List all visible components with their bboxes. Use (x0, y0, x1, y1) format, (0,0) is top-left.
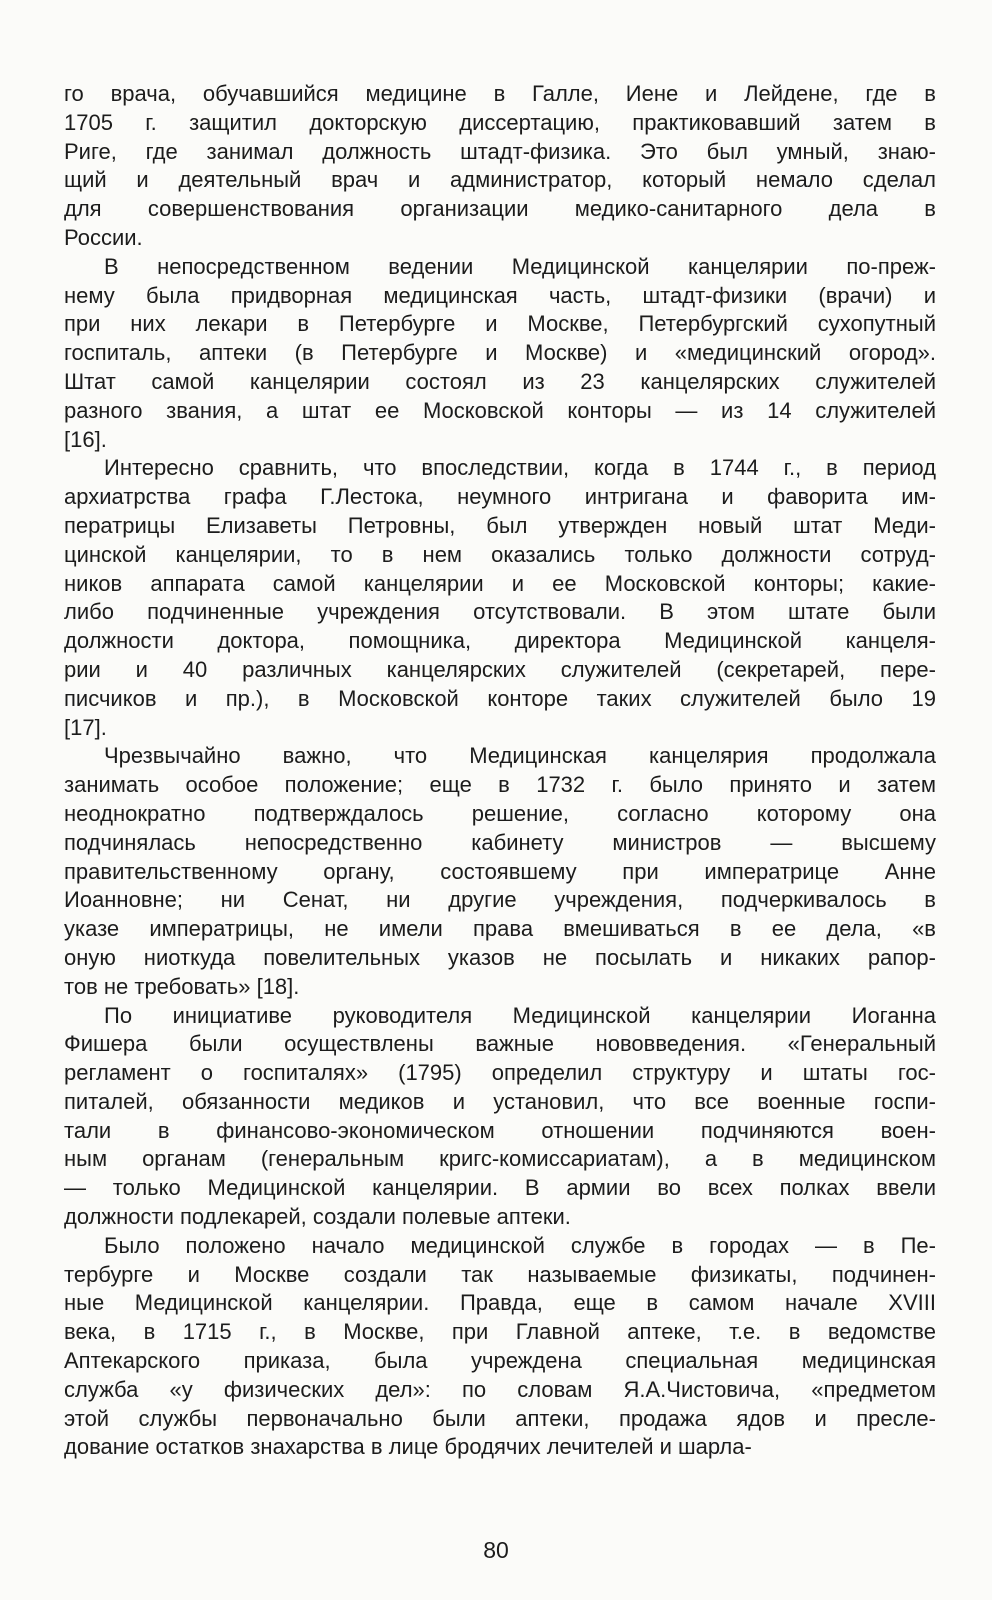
text-line: служба «у физических дел»: по словам Я.А.Чистовича, «предметом (64, 1376, 936, 1402)
text-line: Интересно сравнить, что впоследствии, когда в 1744 г., в период (104, 455, 936, 481)
text-line: тали в финансово-экономическом отношении подчиняются воен- (64, 1117, 936, 1143)
text-line: ным органам (генеральным кригс-комиссариатам), а в медицинском (64, 1146, 936, 1172)
text-line: рии и 40 различных канцелярских служителей (секретарей, пере- (64, 656, 936, 682)
text-line: писчиков и пр.), в Московской конторе таких служителей было 19 (64, 685, 936, 711)
text-line: [17]. (64, 714, 107, 740)
text-line: тов не требовать» [18]. (64, 973, 300, 999)
text-line: должности подлекарей, создали полевые аптеки. (64, 1204, 571, 1230)
text-line: ные Медицинской канцелярии. Правда, еще в самом начале XVIII (64, 1290, 936, 1316)
text-line: Риге, где занимал должность штадт-физика. Это был умный, знаю- (64, 138, 936, 164)
paragraph (64, 1002, 936, 1232)
text-line: госпиталь, аптеки (в Петербурге и Москве) и «медицинский огород». (64, 340, 936, 366)
page-text (64, 80, 936, 1462)
text-line: В непосредственном ведении Медицинской канцелярии по-преж- (104, 253, 936, 279)
text-line: разного звания, а штат ее Московской конторы — из 14 служителей (64, 397, 936, 423)
text-line: регламент о госпиталях» (1795) определил структуру и штаты гос- (64, 1060, 936, 1086)
paragraph (64, 253, 936, 455)
text-line: либо подчиненные учреждения отсутствовали. В этом штате были (64, 599, 936, 625)
paragraph (64, 454, 936, 742)
page-number: 80 (483, 1537, 509, 1563)
text-line: правительственному органу, состоявшему при императрице Анне (64, 858, 936, 884)
text-line: при них лекари в Петербурге и Москве, Петербургский сухопутный (64, 311, 936, 337)
text-line: — только Медицинской канцелярии. В армии во всех полках ввели (64, 1175, 936, 1201)
text-line: века, в 1715 г., в Москве, при Главной аптеке, т.е. в ведомстве (64, 1319, 936, 1345)
text-line: Аптекарского приказа, была учреждена специальная медицинская (64, 1348, 936, 1374)
text-line: дование остатков знахарства в лице бродячих лечителей и шарла- (64, 1434, 752, 1460)
paragraph (64, 1232, 936, 1462)
text-line: архиатрства графа Г.Лестока, неумного интригана и фаворита им- (64, 484, 936, 510)
text-line: Чрезвычайно важно, что Медицинская канцелярия продолжала (104, 743, 936, 769)
text-line: щий и деятельный врач и администратор, который немало сделал (64, 167, 936, 193)
text-line: Штат самой канцелярии состоял из 23 канцелярских служителей (64, 368, 936, 394)
text-line: [16]. (64, 426, 107, 452)
text-line: занимать особое положение; еще в 1732 г. было принято и затем (64, 772, 936, 798)
text-line: подчинялась непосредственно кабинету министров — высшему (64, 829, 936, 855)
text-line: Было положено начало медицинской службе в городах — в Пе- (104, 1232, 936, 1258)
text-line: Фишера были осуществлены важные нововведения. «Генеральный (64, 1031, 936, 1057)
text-line: неоднократно подтверждалось решение, согласно которому она (64, 800, 936, 826)
text-line: питалей, обязанности медиков и установил, что все военные госпи- (64, 1088, 936, 1114)
text-line: По инициативе руководителя Медицинской канцелярии Иоганна (104, 1002, 936, 1028)
text-line: 1705 г. защитил докторскую диссертацию, практиковавший затем в (64, 109, 936, 135)
text-line: го врача, обучавшийся медицине в Галле, Иене и Лейдене, где в (64, 81, 936, 106)
text-line: указе императрицы, не имели права вмешиваться в ее дела, «в (64, 916, 936, 942)
text-line: цинской канцелярии, то в нем оказались только должности сотруд- (64, 541, 936, 567)
text-line: этой службы первоначально были аптеки, продажа ядов и пресле- (64, 1405, 936, 1431)
text-line: нему была придворная медицинская часть, штадт-физики (врачи) и (64, 282, 936, 308)
text-line: ников аппарата самой канцелярии и ее Московской конторы; какие- (64, 570, 936, 596)
text-line: должности доктора, помощника, директора Медицинской канцеля- (64, 628, 936, 654)
text-line: ператрицы Елизаветы Петровны, был утвержден новый штат Меди- (64, 512, 936, 538)
text-line: Иоанновне; ни Сенат, ни другие учреждения, подчеркивалось в (64, 887, 936, 913)
paragraph (64, 80, 936, 253)
text-line: тербурге и Москве создали так называемые физикаты, подчинен- (64, 1261, 936, 1287)
text-line: для совершенствования организации медико-санитарного дела в (64, 196, 936, 222)
paragraph (64, 742, 936, 1001)
text-line: России. (64, 224, 143, 250)
text-line: оную ниоткуда повелительных указов не посылать и никаких рапор- (64, 944, 936, 970)
